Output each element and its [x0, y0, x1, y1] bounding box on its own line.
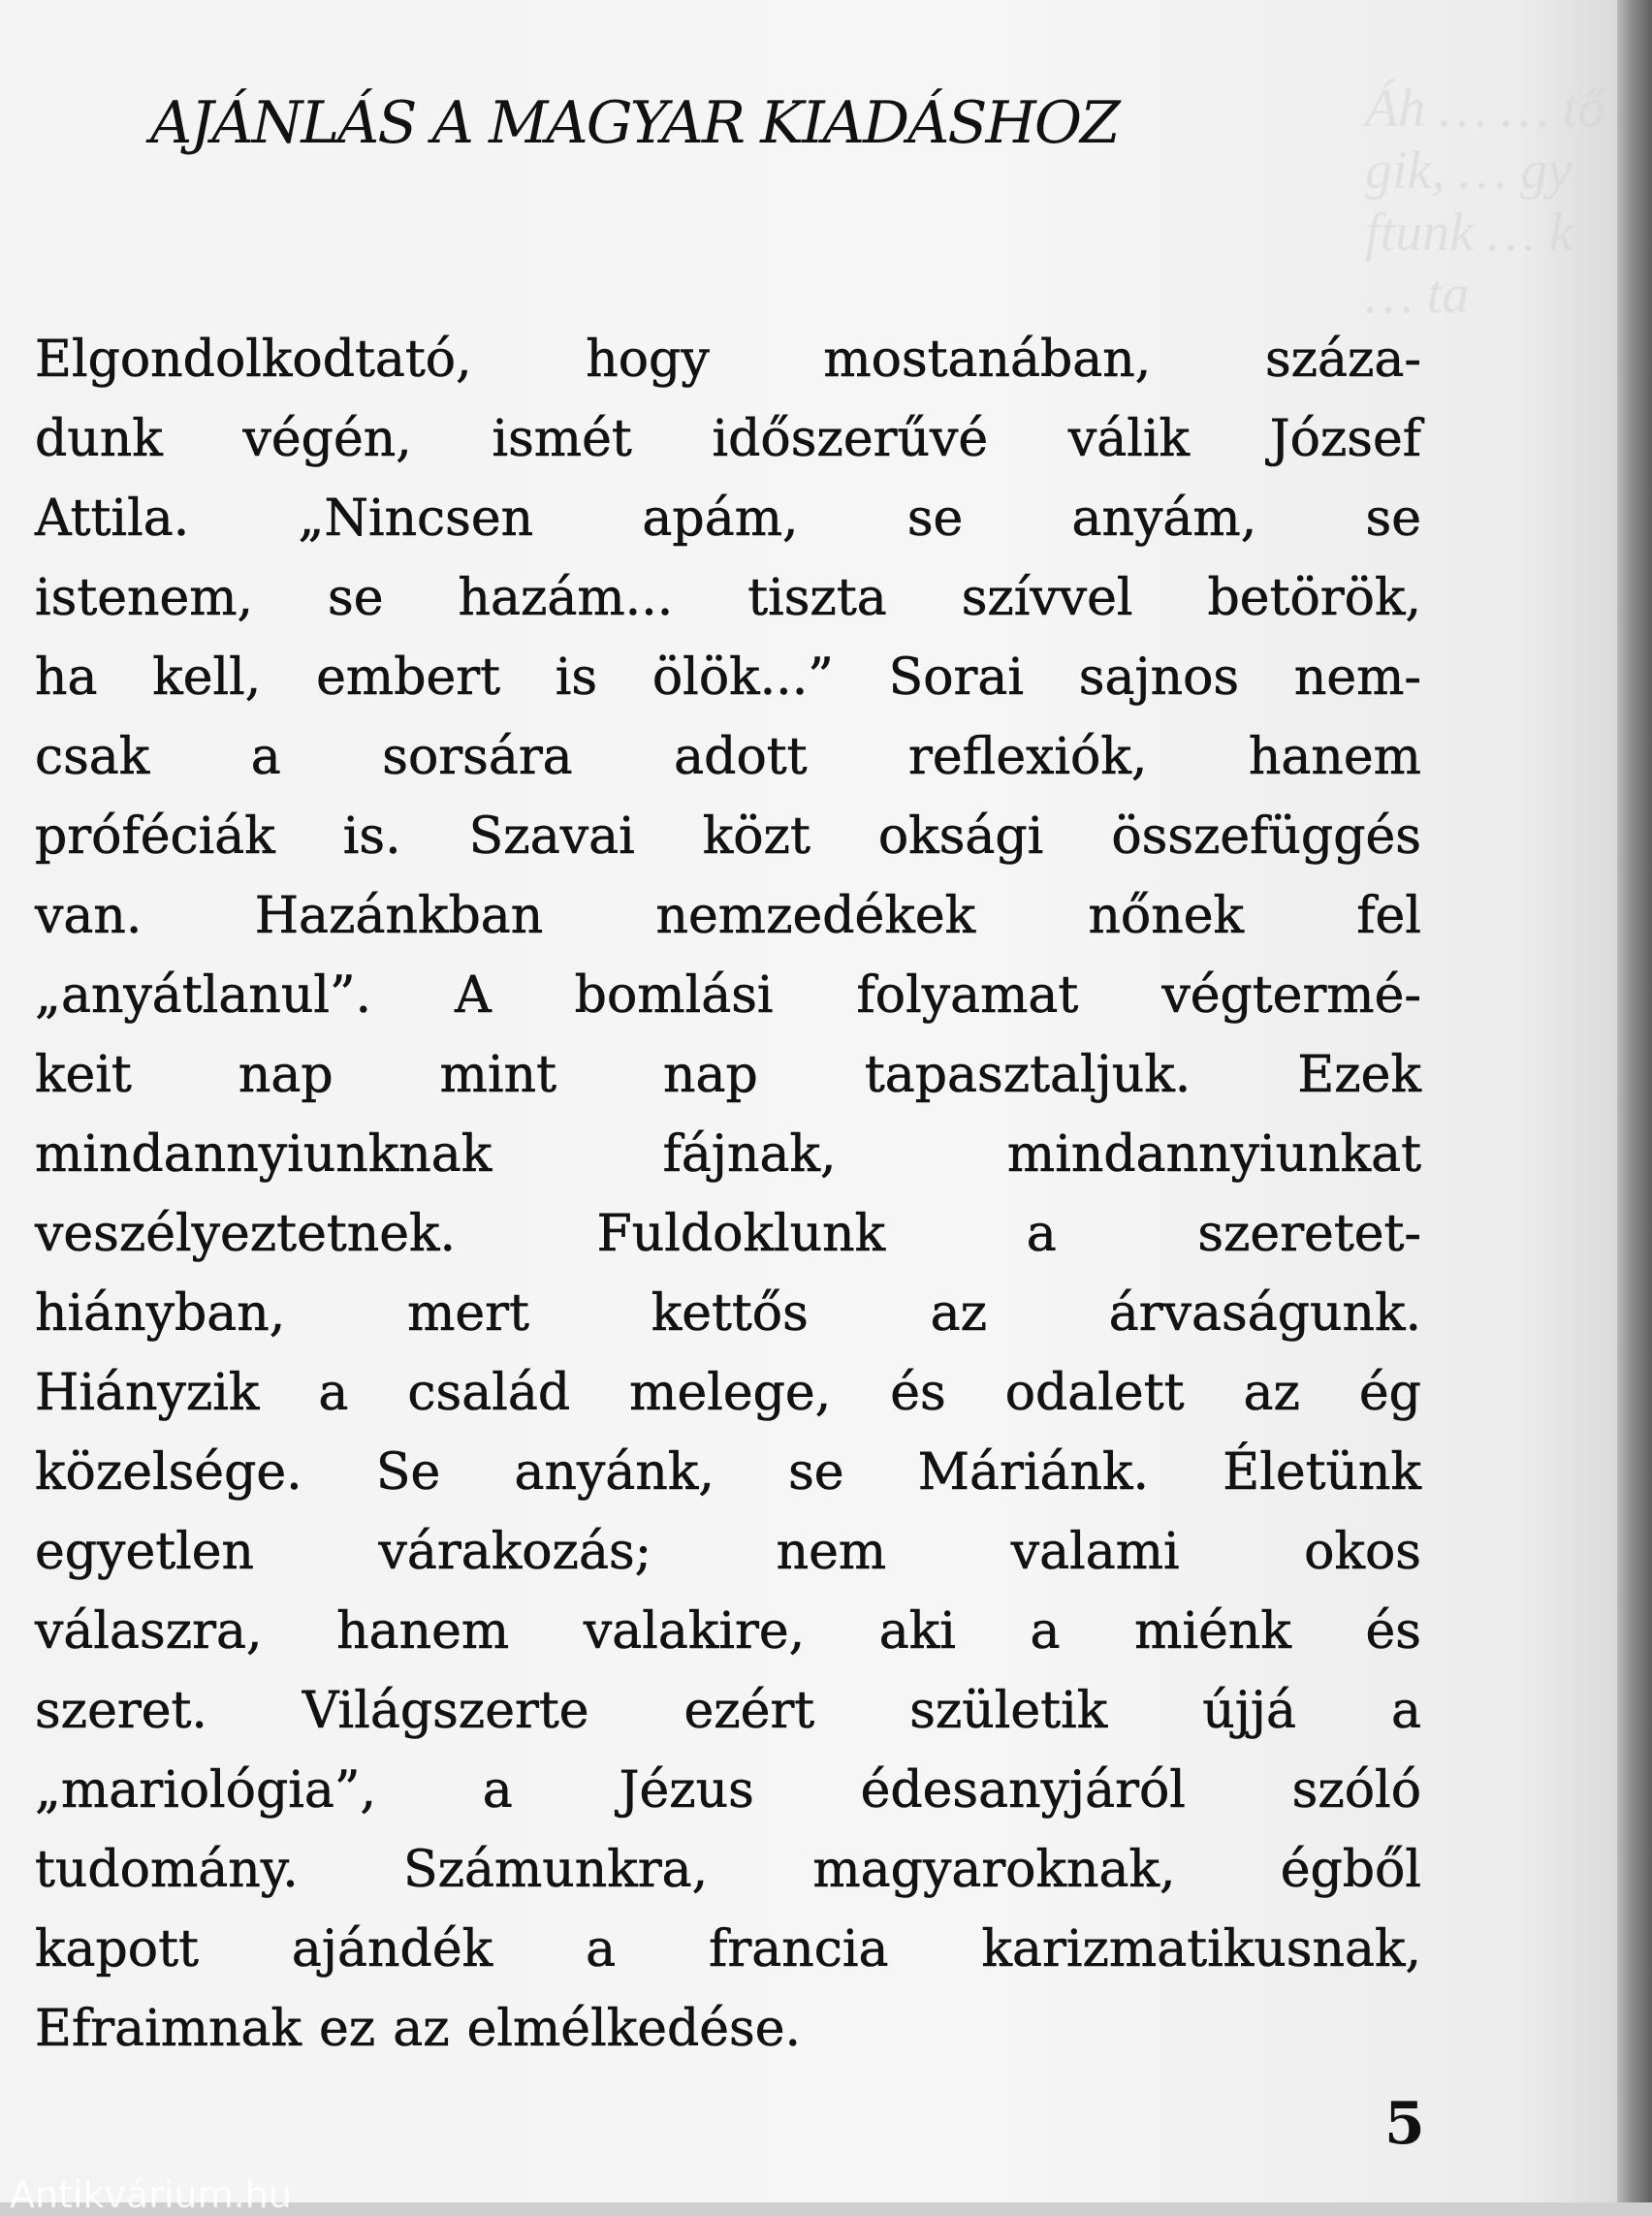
- word: mindannyiunkat: [1006, 1125, 1421, 1184]
- word: Jézus: [619, 1761, 754, 1820]
- word: szeretet-: [1197, 1205, 1421, 1263]
- word: van.: [35, 887, 143, 945]
- text-line: [35, 1592, 1421, 1671]
- text-line: [35, 558, 1421, 638]
- text-line: [35, 1830, 1421, 1910]
- word: Attila.: [35, 490, 190, 548]
- word: Se: [375, 1443, 441, 1502]
- word: a: [250, 728, 281, 786]
- text-line: [35, 320, 1421, 399]
- word: hazám...: [458, 569, 674, 627]
- word: sorsára: [382, 728, 573, 786]
- book-binding-edge: [1617, 0, 1652, 2202]
- text-line: [35, 1751, 1421, 1830]
- word: időszerűvé: [712, 410, 989, 468]
- word: ég: [1358, 1364, 1421, 1422]
- word: ölök...”: [651, 649, 834, 707]
- word: hanem: [336, 1602, 510, 1661]
- word: se: [906, 490, 964, 548]
- word: ezért: [683, 1682, 815, 1740]
- word: sajnos: [1078, 649, 1240, 707]
- word: miénk: [1134, 1602, 1291, 1661]
- word: ha: [35, 649, 98, 707]
- word: veszélyeztetnek.: [35, 1205, 457, 1263]
- word: se: [1365, 490, 1421, 548]
- word: „mariológia”,: [35, 1761, 377, 1820]
- word: bomlási: [574, 966, 774, 1025]
- text-line: [35, 1989, 1421, 2069]
- word: hanem: [1248, 728, 1421, 786]
- word: nem-: [1293, 649, 1421, 707]
- show-through-text: Áh … … tő gik, … gy ftunk … k … ta: [1365, 79, 1605, 325]
- word: anyám,: [1071, 490, 1257, 548]
- word: A: [455, 966, 492, 1025]
- word: válik: [1067, 410, 1190, 468]
- word: egyetlen: [35, 1523, 255, 1581]
- word: kell,: [152, 649, 262, 707]
- text-line: [35, 956, 1421, 1035]
- word: „Nincsen: [298, 490, 534, 548]
- chapter-heading: AJÁNLÁS A MAGYAR KIADÁSHOZ: [150, 89, 1119, 157]
- word: „anyátlanul”.: [35, 966, 372, 1025]
- word: Elgondolkodtató,: [35, 331, 472, 389]
- text-line: [35, 1353, 1421, 1433]
- word: tudomány.: [35, 1841, 299, 1899]
- body-paragraph: [35, 320, 1421, 2069]
- word: Máriánk.: [917, 1443, 1150, 1502]
- word: a: [318, 1364, 349, 1422]
- word: édesanyjáról: [860, 1761, 1186, 1820]
- word: melege,: [629, 1364, 832, 1422]
- word: anyánk,: [514, 1443, 715, 1502]
- word: valami: [1010, 1523, 1180, 1581]
- word: mostanában,: [823, 331, 1152, 389]
- word: mindannyiunknak: [35, 1125, 492, 1184]
- word: odalett: [1004, 1364, 1185, 1422]
- word: okos: [1304, 1523, 1421, 1581]
- word: betörök,: [1207, 569, 1421, 627]
- word: közt: [702, 807, 810, 866]
- word: és: [1365, 1602, 1421, 1661]
- word: nőnek: [1088, 887, 1245, 945]
- word: a: [586, 1920, 617, 1979]
- text-line: [35, 479, 1421, 558]
- word: összefüggés: [1111, 807, 1421, 866]
- word: karizmatikusnak,: [981, 1920, 1421, 1979]
- word: tapasztaljuk.: [864, 1046, 1191, 1104]
- watermark: Antikvárium.hu: [10, 2173, 292, 2216]
- word: Hiányzik: [35, 1364, 260, 1422]
- word: kettős: [651, 1284, 809, 1343]
- word: adott: [674, 728, 808, 786]
- word: végén,: [242, 410, 412, 468]
- word: a: [1026, 1205, 1057, 1263]
- word: valakire,: [583, 1602, 806, 1661]
- word: Szavai: [468, 807, 635, 866]
- word: ismét: [492, 410, 632, 468]
- word: fájnak,: [662, 1125, 837, 1184]
- word: ez: [319, 2000, 376, 2058]
- word: apám,: [642, 490, 799, 548]
- word: próféciák: [35, 807, 275, 866]
- word: a: [1390, 1682, 1421, 1740]
- word: is: [555, 649, 598, 707]
- word: égből: [1280, 1841, 1421, 1899]
- word: kapott: [35, 1920, 199, 1979]
- word: Ezek: [1297, 1046, 1421, 1104]
- word: mert: [407, 1284, 529, 1343]
- word: az: [1243, 1364, 1300, 1422]
- word: Számunkra,: [402, 1841, 709, 1899]
- word: nem: [776, 1523, 887, 1581]
- word: ajándék: [291, 1920, 493, 1979]
- word: a: [1030, 1602, 1061, 1661]
- word: árvaságunk.: [1108, 1284, 1421, 1343]
- word: szóló: [1291, 1761, 1421, 1820]
- word: Életünk: [1223, 1443, 1421, 1502]
- word: válaszra,: [35, 1602, 263, 1661]
- word: oksági: [877, 807, 1044, 866]
- word: magyaroknak,: [812, 1841, 1176, 1899]
- text-line: [35, 876, 1421, 956]
- word: folyamat: [856, 966, 1079, 1025]
- page-number: 5: [1384, 2090, 1425, 2158]
- word: száza-: [1264, 331, 1421, 389]
- word: aki: [878, 1602, 956, 1661]
- word: embert: [316, 649, 501, 707]
- word: hiányban,: [35, 1284, 286, 1343]
- word: se: [788, 1443, 844, 1502]
- text-line: [35, 1274, 1421, 1353]
- word: istenem,: [35, 569, 254, 627]
- word: nap: [238, 1046, 334, 1104]
- word: mint: [439, 1046, 556, 1104]
- word: az: [393, 2000, 450, 2058]
- word: József: [1269, 410, 1421, 468]
- word: Fuldoklunk: [596, 1205, 886, 1263]
- text-line: [35, 797, 1421, 876]
- word: elmélkedése.: [466, 2000, 802, 2058]
- word: az: [930, 1284, 987, 1343]
- word: fel: [1356, 887, 1421, 945]
- word: végtermé-: [1161, 966, 1421, 1025]
- text-line: [35, 1115, 1421, 1194]
- word: Világszerte: [302, 1682, 589, 1740]
- word: tiszta: [747, 569, 887, 627]
- word: dunk: [35, 410, 163, 468]
- word: születik: [909, 1682, 1108, 1740]
- word: csak: [35, 728, 150, 786]
- word: keit: [35, 1046, 132, 1104]
- text-line: [35, 1035, 1421, 1115]
- word: reflexiók,: [908, 728, 1148, 786]
- word: francia: [709, 1920, 889, 1979]
- text-line: [35, 1433, 1421, 1512]
- text-line: [35, 1512, 1421, 1592]
- word: se: [328, 569, 384, 627]
- text-line: [35, 1671, 1421, 1751]
- word: Efraimnak: [35, 2000, 302, 2058]
- word: szívvel: [961, 569, 1133, 627]
- word: hogy: [586, 331, 710, 389]
- word: várakozás;: [378, 1523, 652, 1581]
- word: újjá: [1202, 1682, 1296, 1740]
- word: nemzedékek: [655, 887, 976, 945]
- word: család: [407, 1364, 571, 1422]
- text-line: [35, 399, 1421, 479]
- word: szeret.: [35, 1682, 207, 1740]
- text-line: [35, 1910, 1421, 1989]
- word: nap: [663, 1046, 758, 1104]
- text-line: [35, 638, 1421, 717]
- word: is.: [342, 807, 401, 866]
- word: Hazánkban: [254, 887, 544, 945]
- word: Sorai: [888, 649, 1024, 707]
- word: a: [482, 1761, 513, 1820]
- text-line: [35, 1194, 1421, 1274]
- word: és: [890, 1364, 946, 1422]
- word: közelsége.: [35, 1443, 302, 1502]
- text-line: [35, 717, 1421, 797]
